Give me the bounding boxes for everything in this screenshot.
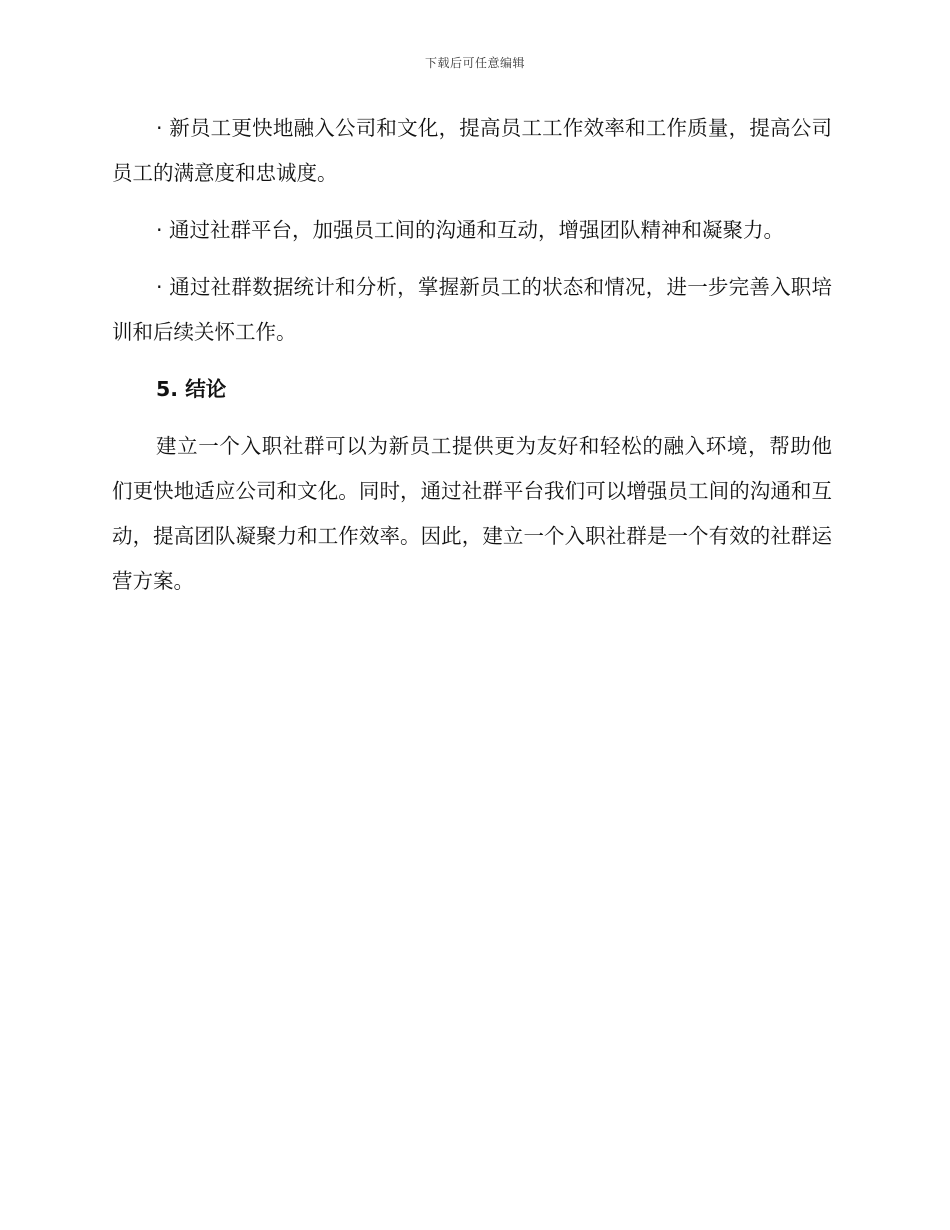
bullet-paragraph-1: · 新员工更快地融入公司和文化，提高员工工作效率和工作质量，提高公司员工的满意度和忠诚度。: [112, 116, 832, 185]
page-header: 下载后可任意编辑: [424, 56, 525, 70]
section-heading-conclusion: 5. 结论: [156, 377, 227, 401]
bullet-paragraph-2: · 通过社群平台，加强员工间的沟通和互动，增强团队精神和凝聚力。: [156, 218, 785, 242]
bullet-paragraph-3: · 通过社群数据统计和分析，掌握新员工的状态和情况，进一步完善入职培训和后续关怀工作。: [112, 275, 832, 344]
page-content: [112, 106, 832, 616]
conclusion-paragraph: 建立一个入职社群可以为新员工提供更为友好和轻松的融入环境，帮助他们更快地适应公司和文化。同时，通过社群平台我们可以增强员工间的沟通和互动，提高团队凝聚力和工作效率。因此，建立一个入职社群是一个有效的社群运营方案。: [112, 434, 832, 593]
